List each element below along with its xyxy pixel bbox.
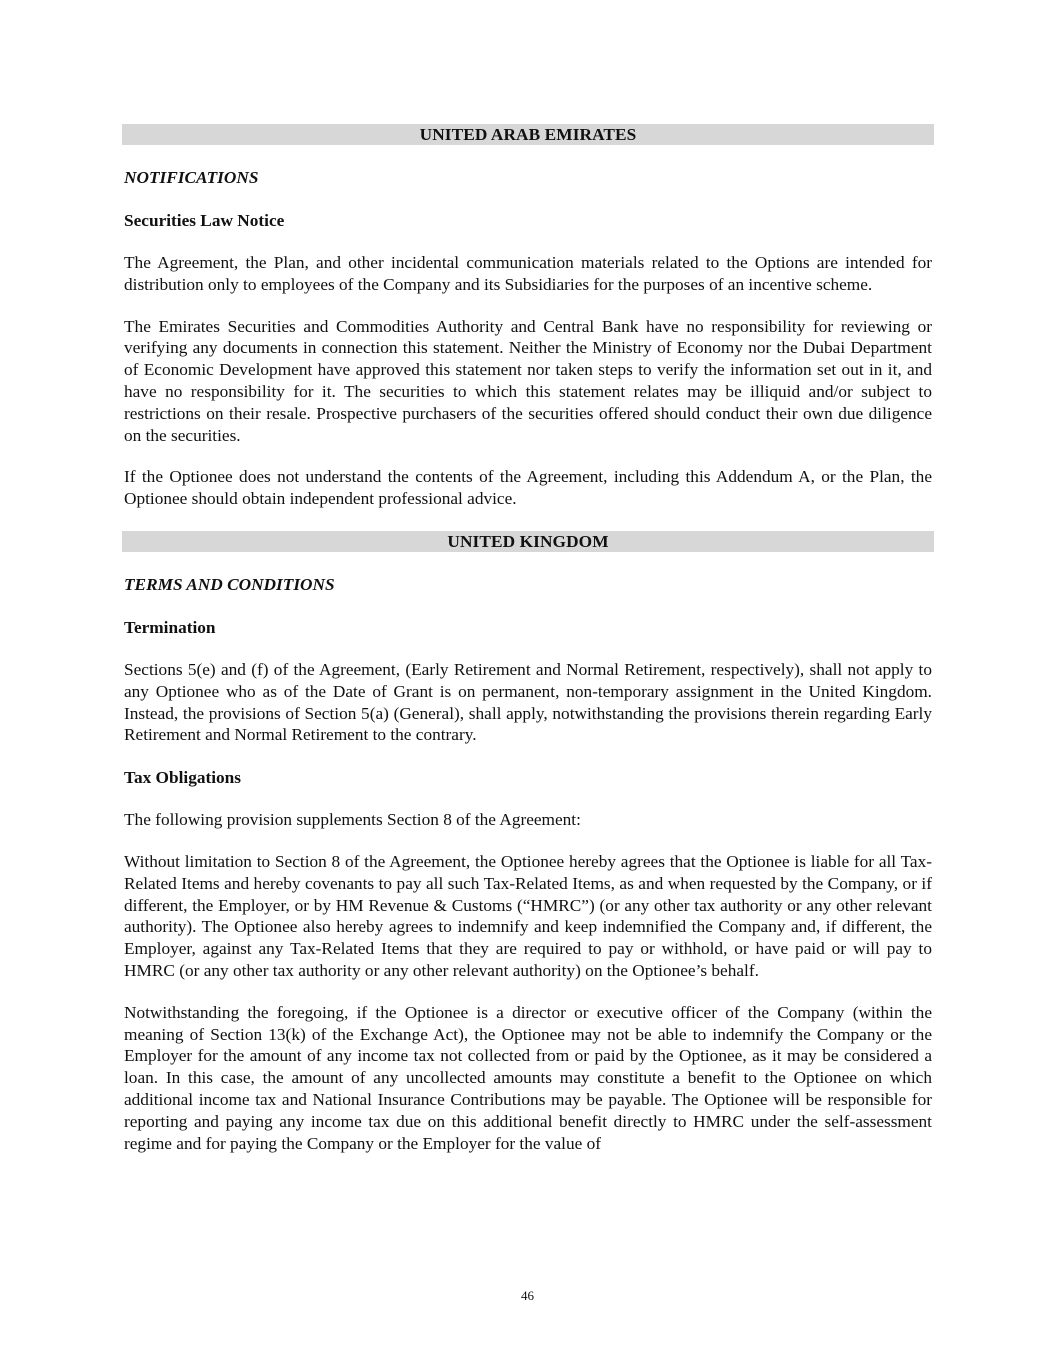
uae-paragraph-2: The Emirates Securities and Commodities Authority and Central Bank have no responsibility for reviewing or verifying any documents in connection this statement. Neither the Ministry of Economy nor the Dubai Department of Economic Development have approved this statement nor taken steps to verify the information set out in it, and have no responsibility for it. The securities to which this statement relates may be illiquid and/or subject to restrictions on their resale. Prospective purchasers of the securities offered should conduct their own due diligence on the securities. <box>124 316 932 445</box>
tax-paragraph-2: Without limitation to Section 8 of the Agreement, the Optionee hereby agrees that the Optionee is liable for all Tax-Related Items and hereby covenants to pay all such Tax-Related Items, as and when requested by the Company, or if different, the Employer, or by HM Revenue & Customs (“HMRC”) (or any other tax authority or any other relevant authority). The Optionee also hereby agrees to indemnify and keep indemnified the Company and, if different, the Employer, against any Tax-Related Items that they are required to pay or withhold, or have paid or will pay to HMRC (or any other tax authority or any other relevant authority) on the Optionee’s behalf. <box>124 851 932 980</box>
tax-paragraph-3: Notwithstanding the foregoing, if the Optionee is a director or executive officer of the Company (within the meaning of Section 13(k) of the Exchange Act), the Optionee may not be able to indemnify the Company or the Employer for the amount of any income tax not collected from or paid by the Optionee, as it may be considered a loan. In this case, the amount of any uncollected amounts may constitute a benefit to the Optionee on which additional income tax and National Insurance Contributions may be payable. The Optionee will be responsible for reporting and paying any income tax due on this additional benefit directly to HMRC under the self-assessment regime and for paying the Company or the Employer for the value of <box>124 1002 932 1153</box>
uae-subheading: NOTIFICATIONS <box>124 168 259 187</box>
section-header-uk: UNITED KINGDOM <box>122 531 934 552</box>
uae-paragraph-1: The Agreement, the Plan, and other incidental communication materials related to the Options are intended for distribution only to employees of the Company and its Subsidiaries for the purposes of an incentive scheme. <box>124 253 932 294</box>
securities-law-notice-heading: Securities Law Notice <box>124 211 285 230</box>
uae-paragraph-3: If the Optionee does not understand the contents of the Agreement, including this Addendum A, or the Plan, the Optionee should obtain independent professional advice. <box>124 467 932 509</box>
page-number: 46 <box>521 1288 534 1303</box>
document-page <box>124 124 932 1172</box>
uk-subheading: TERMS AND CONDITIONS <box>124 574 335 594</box>
tax-paragraph-1: The following provision supplements Section 8 of the Agreement: <box>124 810 581 830</box>
section-header-uae: UNITED ARAB EMIRATES <box>122 124 934 145</box>
termination-heading: Termination <box>124 617 216 637</box>
tax-obligations-heading: Tax Obligations <box>124 768 242 788</box>
termination-paragraph: Sections 5(e) and (f) of the Agreement, (Early Retirement and Normal Retirement, respectively), shall not apply to any Optionee who as of the Date of Grant is on permanent, non-temporary assignment in the United Kingdom. Instead, the provisions of Section 5(a) (General), shall apply, notwithstanding the provisions therein regarding Early Retirement and Normal Retirement to the contrary. <box>124 659 932 745</box>
